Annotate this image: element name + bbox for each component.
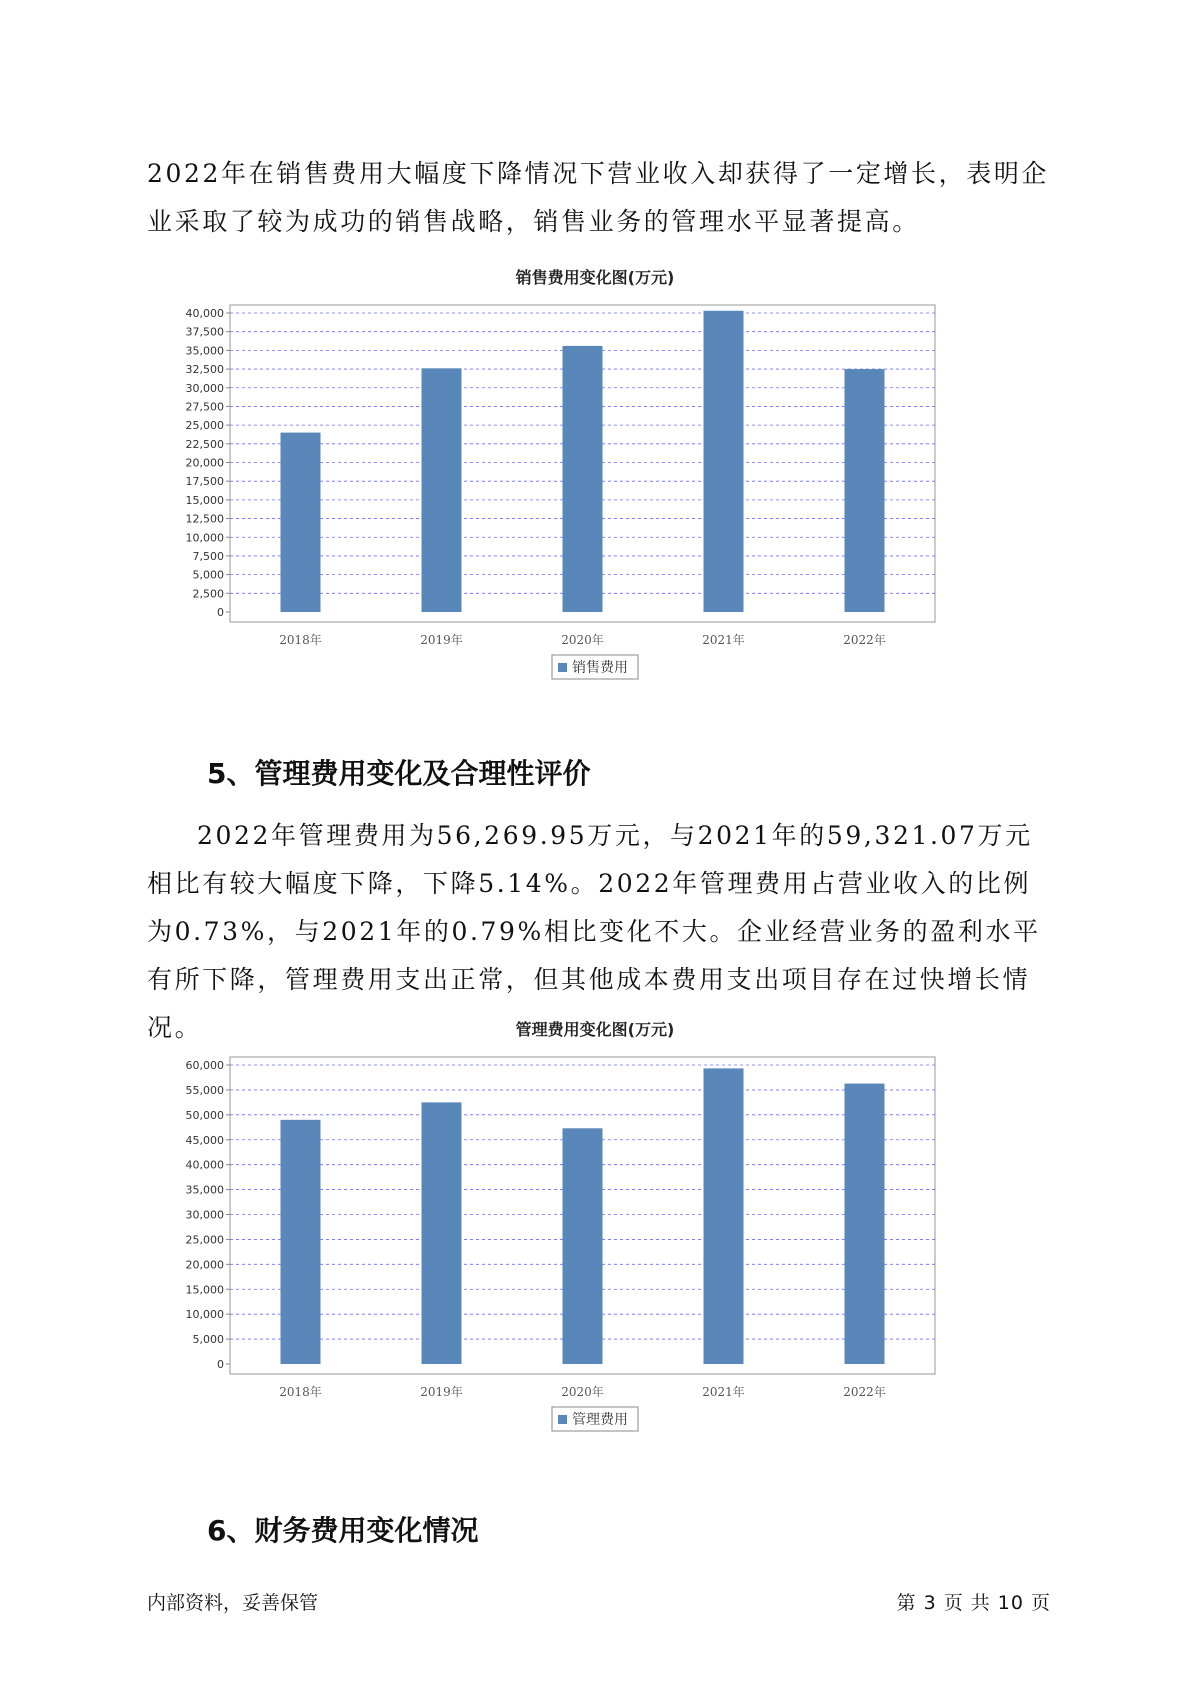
section-heading-5: 5、管理费用变化及合理性评价 bbox=[207, 757, 591, 790]
x-tick-label: 2021年 bbox=[702, 1385, 745, 1399]
x-tick-label: 2019年 bbox=[420, 633, 463, 647]
management-expense-chart-svg bbox=[150, 1017, 1050, 1477]
y-tick-label: 15,000 bbox=[185, 493, 224, 507]
x-tick-label: 2022年 bbox=[843, 1385, 886, 1399]
footer-page-number: 第 3 页 共 10 页 bbox=[896, 1592, 1051, 1614]
y-tick-label: 30,000 bbox=[185, 1208, 224, 1222]
y-tick-label: 55,000 bbox=[185, 1083, 224, 1097]
y-tick-label: 40,000 bbox=[185, 307, 224, 320]
y-tick-label: 2,500 bbox=[192, 587, 224, 601]
intro-paragraph: 2022年在销售费用大幅度下降情况下营业收入却获得了一定增长，表明企业采取了较为成功的销售战略，销售业务的管理水平显著提高。 bbox=[147, 159, 1050, 236]
x-tick-label: 2022年 bbox=[843, 633, 886, 647]
y-tick-label: 25,000 bbox=[185, 1233, 224, 1247]
y-tick-label: 40,000 bbox=[185, 1158, 224, 1172]
management-expense-paragraph: 2022年管理费用为56,269.95万元，与2021年的59,321.07万元相比有较大幅度下降，下降5.14%。2022年管理费用占营业收入的比例为0.73%，与2021年的0.79%相比变化不大。企业经营业务的盈利水平有所下降，管理费用支出正常，但其他成本费用支出项目存在过快增长情况。 bbox=[147, 821, 1041, 1042]
y-tick-label: 32,500 bbox=[185, 363, 224, 377]
chart-title: 管理费用变化图(万元) bbox=[515, 1020, 675, 1039]
legend-label: 销售费用 bbox=[572, 660, 628, 676]
legend-swatch bbox=[558, 663, 567, 672]
bar-2020年 bbox=[563, 346, 603, 612]
sales-expense-chart bbox=[150, 265, 1050, 725]
bar-2021年 bbox=[704, 1068, 744, 1364]
y-tick-label: 17,500 bbox=[185, 475, 224, 489]
legend-label: 管理费用 bbox=[572, 1412, 628, 1428]
y-tick-label: 0 bbox=[217, 1358, 224, 1371]
x-tick-label: 2018年 bbox=[279, 633, 322, 647]
x-tick-label: 2018年 bbox=[279, 1385, 322, 1399]
bar-2018年 bbox=[281, 433, 321, 612]
section-heading-6: 6、财务费用变化情况 bbox=[207, 1514, 479, 1547]
y-tick-label: 12,500 bbox=[185, 512, 224, 526]
y-tick-label: 22,500 bbox=[185, 437, 224, 451]
chart-title: 销售费用变化图(万元) bbox=[515, 268, 675, 287]
y-tick-label: 10,000 bbox=[185, 531, 224, 545]
management-expense-chart bbox=[150, 1017, 1050, 1477]
y-tick-label: 20,000 bbox=[185, 456, 224, 470]
y-tick-label: 0 bbox=[217, 606, 224, 619]
y-tick-label: 35,000 bbox=[185, 1183, 224, 1197]
bar-2020年 bbox=[563, 1128, 603, 1364]
y-tick-label: 25,000 bbox=[185, 419, 224, 433]
bar-2022年 bbox=[845, 369, 885, 612]
bar-2019年 bbox=[422, 1102, 462, 1364]
y-tick-label: 10,000 bbox=[185, 1308, 224, 1322]
y-tick-label: 5,000 bbox=[192, 568, 224, 582]
y-tick-label: 35,000 bbox=[185, 344, 224, 358]
y-tick-label: 7,500 bbox=[192, 549, 224, 563]
y-tick-label: 15,000 bbox=[185, 1283, 224, 1297]
y-tick-label: 45,000 bbox=[185, 1133, 224, 1147]
sales-expense-chart-svg bbox=[150, 265, 1050, 725]
y-tick-label: 5,000 bbox=[192, 1333, 224, 1347]
x-tick-label: 2020年 bbox=[561, 1385, 604, 1399]
bar-2022年 bbox=[845, 1084, 885, 1364]
y-tick-label: 30,000 bbox=[185, 381, 224, 395]
bar-2018年 bbox=[281, 1120, 321, 1364]
y-tick-label: 60,000 bbox=[185, 1059, 224, 1072]
legend-swatch bbox=[558, 1415, 567, 1424]
bar-2019年 bbox=[422, 368, 462, 612]
y-tick-label: 50,000 bbox=[185, 1108, 224, 1122]
x-tick-label: 2019年 bbox=[420, 1385, 463, 1399]
bar-2021年 bbox=[704, 311, 744, 612]
x-tick-label: 2020年 bbox=[561, 633, 604, 647]
footer-confidential-note: 内部资料，妥善保管 bbox=[147, 1592, 319, 1614]
y-tick-label: 20,000 bbox=[185, 1258, 224, 1272]
y-tick-label: 37,500 bbox=[185, 325, 224, 339]
x-tick-label: 2021年 bbox=[702, 633, 745, 647]
y-tick-label: 27,500 bbox=[185, 400, 224, 414]
